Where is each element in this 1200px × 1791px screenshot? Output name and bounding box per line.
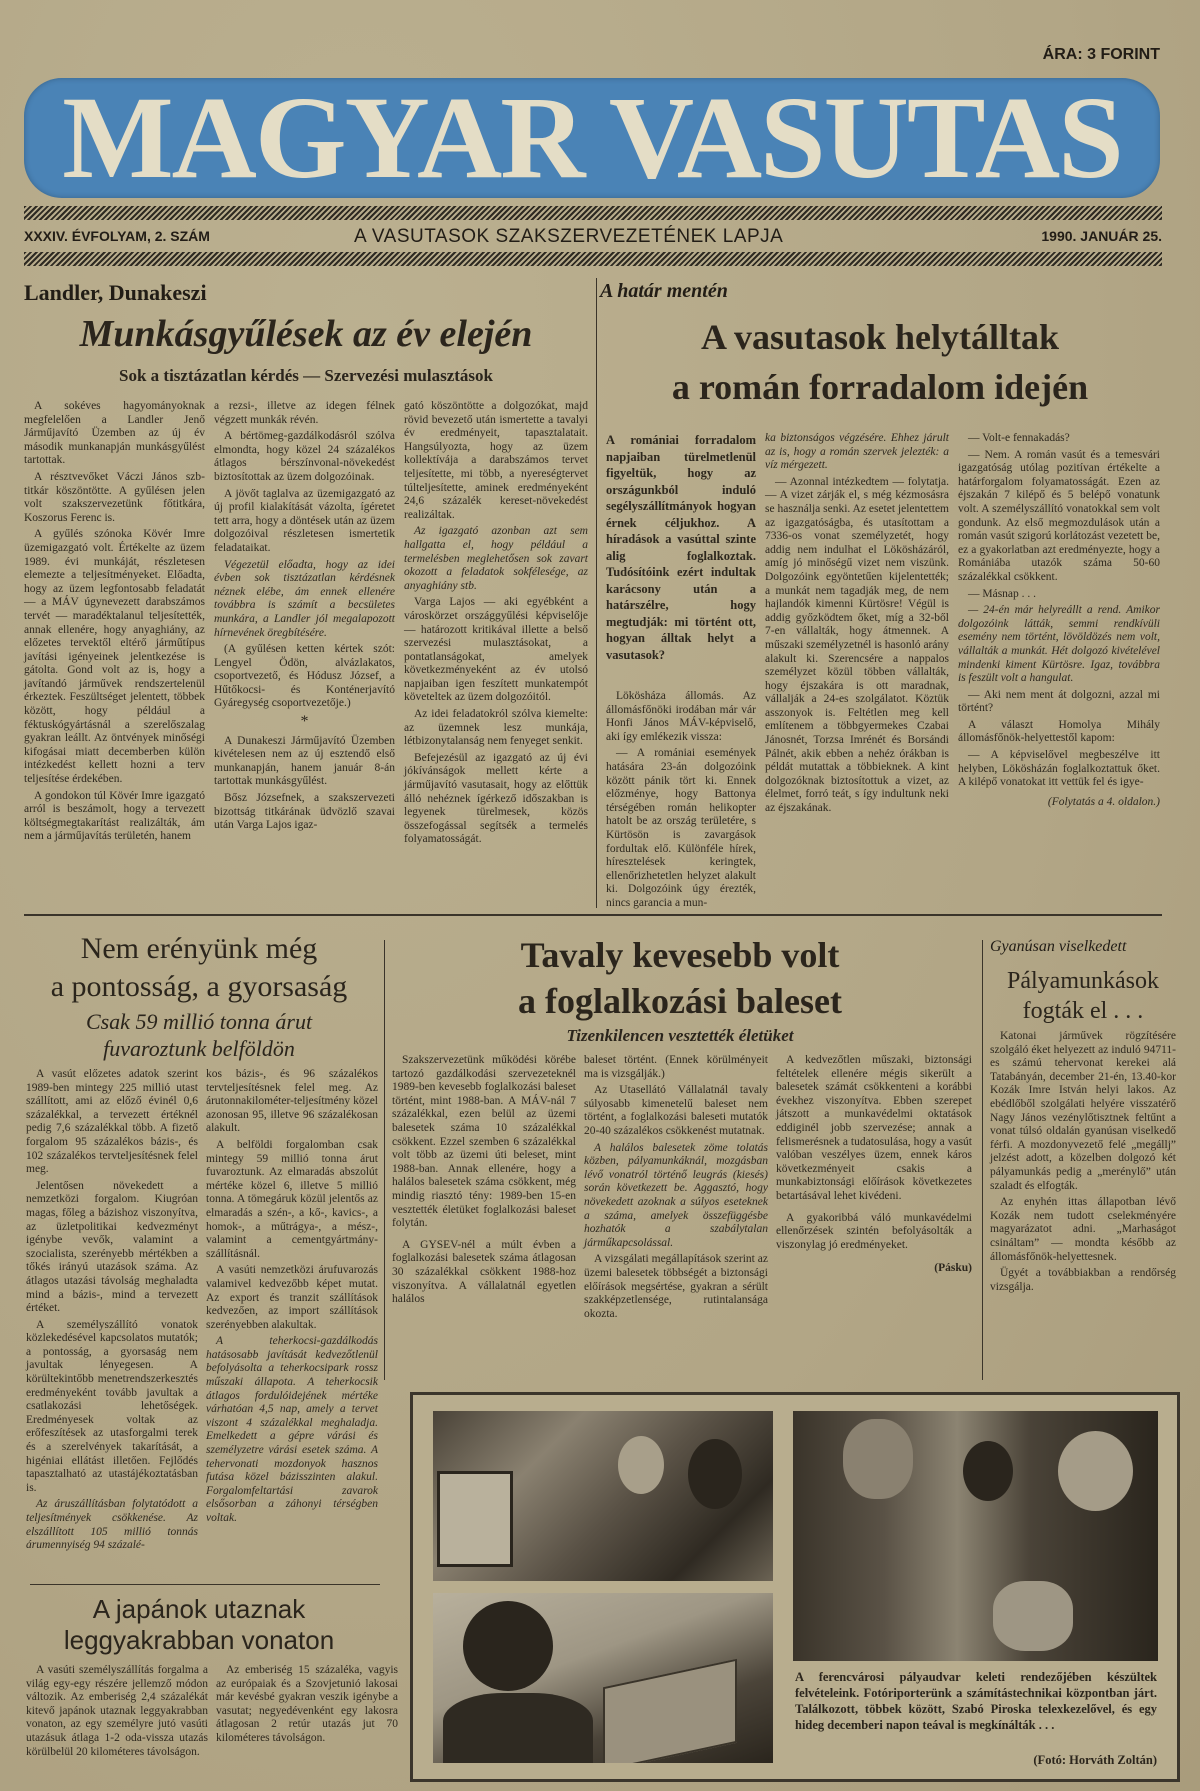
article5-kicker: Gyanúsan viselkedett xyxy=(990,938,1127,955)
paragraph: Varga Lajos — aki egyébként a városkörzet országgyűlési képviselője — határozott kritikával illette a belső szervezési mulasztásokat, a pontatlanságokat, amelyek következményeként az év utolsó napjaiban igen feszített munkatempót követeltek az üzem dolgozóitól. xyxy=(404,596,588,704)
photo-workers-tea xyxy=(793,1411,1158,1661)
paragraph: Bősz Józsefnek, a szakszervezeti bizottság titkárának üdvözlő szavai után Varga Lajos igaz- xyxy=(214,792,395,832)
paragraph: A belföldi forgalomban csak mintegy 59 millió tonna árut fuvaroztunk. Az elmaradás abszolút mértéke közel 6, illetve 5 millió tonna. A tömegáruk közül jelentős az elmaradás a szén-, a kő-, kavics-, a homok-, a műtrágya-, a mész-, valamint a cementgyártmány-szállításnál. xyxy=(206,1138,378,1260)
headline-line: Tavaly kevesebb volt xyxy=(520,935,840,975)
paragraph: A GYSEV-nél a múlt évben a foglalkozási balesetek száma átlagosan 30 százalékkal csökkent 1988-hoz viszonyítva. A vállalatnál egyetlen halálos xyxy=(392,1238,576,1306)
paragraph: — Volt-e fennakadás? xyxy=(968,432,1070,444)
paragraph: A vasúti személyszállítás forgalma a világ egy-egy részére jellemző módon változik. Az emberiség 2,4 százalékát kitevő japánok utaznak leggyakrabban vonaton, az egy személyre jutó vasúti utazásuk átlaga 1-2 oda-vissza utazás körülbelül 20 kilométeres távolságon. xyxy=(26,1664,208,1758)
newspaper-title: MAGYAR VASUTAS xyxy=(62,72,1122,203)
paragraph: Katonai járművek rögzítésére szolgáló éket helyezett az induló 94711-es számú tehervonat kerekei alá Tatabányán, december 21-én, 13.40-kor Kozák Imre István helyi lakos. Az ebédlőből szolgálati helyére visszatérő Nagy János vezénylőtisztnek feltűnt a vonat túlsó oldalán gyanúsan viselkedő férfi. A mozdonyvezető felé „megállj” jelzést adott, a közelben dolgozó két pályamunkás pedig a „merénylő” után szaladt és elfogták. xyxy=(990,1030,1176,1192)
issue-date: 1990. JANUÁR 25. xyxy=(1041,228,1162,244)
hatched-rule-bottom xyxy=(24,252,1162,266)
paragraph: — Másnap . . . xyxy=(968,587,1037,600)
paragraph: A vizsgálati megállapítások szerint az üzemi balesetek többségét a biztonsági előírások megsértése, gyakran a sérült szakképzetlensége, rutintalansága okozta. xyxy=(584,1253,768,1320)
headline-line: A japánok utaznak xyxy=(92,1594,306,1624)
paragraph: A személyszállító vonatok közlekedésével kapcsolatos mutatók; a pontosság, a gyorsaság nem javultak lényegesen. A körültekintőbb menetrendszerkesztés eredményeként tovább javultak a csatlakozási lehetőségek. Eredményesek voltak az erőfeszítések az utasforgalmi terek és a szerelvények takarítását, a higéniai ellátást illetően. Fejlődés tapasztalható az utastájékoztatásban is. xyxy=(26,1318,198,1494)
paragraph: A választ Homolya Mihály állomásfőnök-helyettestől kapom: xyxy=(958,718,1160,745)
paragraph: A Dunakeszi Járműjavító Üzemben kivételesen nem az új esztendő első munkanapján, hanem január 8-án tartottak munkásgyűlést. xyxy=(214,734,395,788)
paragraph: Lökösháza állomás. Az állomásfőnöki irodában már vár Honfi János MÁV-képviselő, aki így emlékezik vissza: xyxy=(606,690,756,743)
paragraph: Az áruszállításban folytatódott a teljesítmények csökkenése. Az elszállított 105 millió tonnás árumennyiség 94 százalé- xyxy=(26,1498,198,1552)
horizontal-rule xyxy=(30,1584,380,1585)
article4-subheadline: Tizenkilencen vesztették életüket xyxy=(566,1026,794,1045)
hatched-rule-top xyxy=(24,206,1162,220)
computer-monitor-shape xyxy=(437,1471,513,1567)
headline-line: Nem erényünk még xyxy=(80,932,318,965)
masthead-banner xyxy=(24,72,1160,203)
person-head-shape xyxy=(843,1419,913,1499)
issue-info-line xyxy=(24,226,1162,248)
paragraph: — Nem. A román vasút és a temesvári igazgatóság utólag pozitívan értékelte a határforgalom folyamatosságát. Ezen az éjszakán 7 kilépő és 5 belépő vonatunk volt. A személyszállító vonatokkal sem volt gondunk. Az első megmozdulások után a román vasút szigorú korlátozást vezetett be, ez a gyakorlatban azt eredményezte, hogy a Romániába utazók száma 50-60 százalékkal csökkent. xyxy=(958,448,1160,583)
paragraph: A kedvezőtlen műszaki, biztonsági feltételek ellenére mégis sikerült a balesetek számát csökkenteni a korábbi évekhez viszonyítva. Ebben szerepet játszott a munkavédelmi oktatások eddiginél jobb szervezése; annak a felismerésnek a tudatosulása, hogy a vasút valóban veszélyes üzem, ennek káros következményeit csakis a munkabiztonsági előírások következetes betartásával lehet kivédeni. xyxy=(776,1054,972,1202)
paragraph: A jövőt taglalva az üzemigazgató az új profil kialakítását vázolta, ígéretet tett arra, hogy a döntések után az üzem dolgozóival részletesen ismertetik feladataikat. xyxy=(214,487,395,554)
article4-column-2 xyxy=(584,1054,768,1324)
paragraph: — A romániai események hatására 23-án dolgozóink között pánik tört ki. Ennek előzménye, hogy Battonya térségében román helikopter hatolt be az ország területére, s Kürtösön is zavargások fordultak elő. Különféle hírek, híresztelések keringtek, ellenőrizhetetlen helyzet alakult ki. Dolgozóink úgy érezték, nincs garancia a mun- xyxy=(606,747,756,909)
article1-column-1 xyxy=(24,400,205,847)
headline-line: fogták el . . . xyxy=(1022,998,1144,1024)
photo-panel xyxy=(410,1392,1180,1782)
photo-telex-operator xyxy=(433,1593,773,1763)
telex-machine-shape xyxy=(603,1659,737,1763)
person-head-shape xyxy=(688,1439,742,1509)
paragraph: — Azonnal intézkedtem — folytatja. — A vizet zárják el, s még kézmosásra se használja senki. Az esetet jelentettem az igazgatóságba, és utasítottam a 7336-os vonat személyzetét, hogy addig nem indulhat el Lökösházáról, amíg jó minőségű vizet nem viszünk. Dolgozóink egyöntetűen kijelentették; a munkát nem tagadják meg, de nem hajlandók kimenni Kürtösre! Végül is addig győzködtem őket, míg a 32-ből 7-en vállalták, hogy átmennek. A műszaki személyzetnél is hasonló arány alakult ki. Szerencsére a nappalos személyzet közül többen vállalták, hogy éjszakára is ott maradnak, vállalják a 24-es szolgálatot. Köztük asszonyok is. Feltétlen meg kell említenem a többgyermekes Czabai Jánosnét, Torzsa Imrénét és Borsándi Pálnét, akik ebben a nehéz órákban is példát mutattak a többieknek. A kint dolgozóknak biztosítottuk a vizet, az élelmet, forró teát, s így indultunk neki az éjszakának. xyxy=(765,475,949,815)
photo-credit: (Fotó: Horváth Zoltán) xyxy=(1033,1753,1157,1767)
article4-column-1 xyxy=(392,1054,576,1310)
paragraph: A gyakoribbá váló munkavédelmi ellenőrzések szintén befolyásolták a viszonylag jó eredményeket. xyxy=(776,1211,972,1251)
article2-kicker: A határ mentén xyxy=(600,280,728,302)
paragraph: Az idei feladatokról szólva kiemelte: az üzemnek lesz munkája, létbizonytalanság nem fenyeget senkit. xyxy=(404,708,588,748)
article6-column-1 xyxy=(26,1664,208,1762)
paragraph: Az Utasellátó Vállalatnál tavaly súlyosabb kimenetelű baleset nem történt, a foglalkozási baleseti mutatók 20-40 százalékos csökkenést mutatnak. xyxy=(584,1084,768,1137)
article3-subheadline xyxy=(24,1008,374,1062)
article2-column-1 xyxy=(606,690,756,914)
paragraph: ka biztonságos végzésére. Ehhez járult az is, hogy a román szervek jelezték: a víz mérgezett. xyxy=(765,432,949,472)
continued-notice: (Folytatás a 4. oldalon.) xyxy=(1047,795,1160,808)
article1-column-3 xyxy=(404,400,588,850)
teapot-shape xyxy=(993,1581,1073,1651)
article2-column-3 xyxy=(958,432,1160,812)
paragraph: Végezetül előadta, hogy az idei évben sok tisztázatlan kérdésnek néznek elébe, ám ennek ellenére továbbra is számít a becsületes munkára, a Landler jól megalapozott hírnevének öregbítésére. xyxy=(214,558,395,639)
paragraph: A résztvevőket Váczi János szb-titkár köszöntötte. A gyűlésen jelen volt szakszervezetünk főtitkára, Koszorus Ferenc is. xyxy=(24,470,205,524)
article4-column-3 xyxy=(776,1054,972,1279)
paragraph: Az emberiség 15 százaléka, vagyis az európaiak és a Szovjetunió lakosai már kevésbé gyakran veszik igénybe a vasutat; negyedévenként egy lakosra átlagosan 2 retúr utazás jut 70 kilométeres távolságon. xyxy=(216,1664,398,1744)
paragraph: Jelentősen növekedett a nemzetközi forgalom. Kiugróan magas, főleg a bázishoz viszonyítva, az üzletpolitikai kedvezményt igénybe vevők, valamint a szocialista, szerényebb mértékben a tőkés irányú utazások száma. Az átlagos utazási távolság meghaladta mind a bázis-, mind a tervezett értéket. xyxy=(26,1179,198,1315)
paragraph: A teherkocsi-gazdálkodás hatásosabb javítását kedvezőtlenül befolyásolta a teherkocsipark rossz műszaki állapota. A teherkocsik átlagos fordulóidejének mértéke várhatóan 4,5 nap, amely a tervet viszont 4 százalékkal meghaladja. Emelkedett a gépre várási és személyzetre várási esetek száma. A tehervonati mozdonyok hasznos futása közel bázisszinten alakul. Forgalomfeltartási zavarok elsősorban a záhonyi térségben voltak. xyxy=(206,1335,378,1524)
article1-headline: Munkásgyűlések az év elején xyxy=(79,313,533,355)
article3-column-2 xyxy=(206,1068,378,1529)
paragraph: Az enyhén ittas állapotban lévő Kozák nem tudott cselekményére magyarázatot adni. „Marhaságot csináltam” — mondta később az állomásfőnök-helyettesnek. xyxy=(990,1196,1176,1263)
paragraph: A bértömeg-gazdálkodásról szólva elmondta, hogy közel 24 százalékos átlagos bérszínvonal-növekedést biztosítottak az üzem dolgozóinak. xyxy=(214,430,395,483)
person-head-shape xyxy=(963,1441,1013,1501)
section-divider-asterisk: * xyxy=(300,713,309,731)
paragraph: A halálos balesetek zöme tolatás közben, pályamunkáknál, mozgásban lévő vonatról történő leugrás (kiesés) során következett be. Aggasztó, hogy növekedett azoknak a súlyos eseteknek a száma, amelyek összefüggésbe hozhatók a szabálytalan járműkapcsolással. xyxy=(584,1141,768,1249)
lead-paragraph: A romániai forradalom napjaiban türelmetlenül figyeltük, hogy az országunkból induló segélyszállítmányok hogyan érnek céljukhoz. A híradások a vasúttal szinte alig foglalkoztak. Tudósítóink ezért indultak karácsony után a határszélre, hogy megtudják: mi történt ott, hogyan álltak helyt a vasutasok? xyxy=(606,433,756,662)
paragraph: A gyűlés szónoka Kövér Imre üzemigazgató volt. Értékelte az üzem 1989. évi munkáját, részletesen elemezte a teljesítményeket. Előadta, hogy az üzem legfontosabb feladatát — a MÁV úgynevezett darabszámos tervét — maradéktalanul teljesítették, annak ellenére, hogy anyaghiány, az előzetes tervektől eltérő járműtípus javítási igényeinek jelentkezése is gátolta. Gond volt az is, hogy a javítandó járművek rendszertelenül érkeztek. Feszültséget jelentett, többek között, hogy például a féktuskógyártásnál a szerelőszalag gyakran leállt. Az öntvények minőségi kifogásai miatt decemberben külön intézkedést kellett hozni a terv teljesítése érdekében. xyxy=(24,528,205,786)
article2-headline xyxy=(600,312,1160,412)
paragraph: gató köszöntötte a dolgozókat, majd rövid bevezető után ismertette a tavalyi év eredményeit, tapasztalatait. Hangsúlyozta, hogy az üzem kollektívája a darabszámos tervet teljesítette, mi több, a nyereségtervet túlteljesítette, aminek eredményeként 24,6 százalék kereset-növekedést realizáltak. xyxy=(404,400,588,521)
article1-subheadline: Sok a tisztázatlan kérdés — Szervezési mulasztások xyxy=(119,366,493,385)
paragraph: Szakszervezetünk működési körébe tartozó gazdálkodási szervezeteknél 1989-ben kevesebb foglalkozási baleset történt, mint 1988-ban. A MÁV-nál 7 százalékkal, ezen belül az üzemi balesetek száma 10 százalékkal csökkent. Ezzel szemben 6 százalékkal volt több az üzemi úti beleset, mint 1988-ban. Annak ellenére, hogy a halálos balesetek száma csökkent, még mindig riasztó tény: 1989-ben 15-en vesztették életüket foglalkozási baleset folytán. xyxy=(392,1054,576,1230)
volume-number: XXXIV. ÉVFOLYAM, 2. SZÁM xyxy=(24,228,210,244)
paragraph: — Aki nem ment át dolgozni, azzal mi történt? xyxy=(958,688,1160,715)
paragraph: A vasút előzetes adatok szerint 1989-ben mintegy 225 millió utast szállított, ami az előző évinél 0,6 százalékkal, a tervezett értéknél pedig 7,6 százalékkal több. A fizető forgalom 95 százalékos bázis-, és 102 százalékos tervteljesítésnek felel meg. xyxy=(26,1068,198,1176)
photo-caption: A ferencvárosi pályaudvar keleti rendezőjében készültek felvételeink. Fotóriporterünk a számítástechnikai központban járt. Találkozott, többek között, Szabó Piroska telexkezelővel, és egy hideg decemberi napon teával is megkínálták . . . xyxy=(795,1670,1157,1732)
paragraph: — 24-én már helyreállt a rend. Amikor dolgozóink látták, semmi rendkívüli esemény nem történt, lövöldözés nem volt, vállalták a munkát. Hét dolgozó kivételével mindenki kiment Kürtösre. Igaz, továbbra is feszült volt a hangulat. xyxy=(958,604,1160,685)
paragraph: a rezsi-, illetve az idegen félnek végzett munkák révén. xyxy=(214,400,395,426)
subheadline-line: Csak 59 millió tonna árut xyxy=(85,1009,313,1034)
headline-line: leggyakrabban vonaton xyxy=(63,1625,335,1655)
photo-computer-operators xyxy=(433,1411,773,1581)
newspaper-subtitle: A VASUTASOK SZAKSZERVEZETÉNEK LAPJA xyxy=(354,226,784,247)
headline-line: a román forradalom idején xyxy=(671,367,1089,407)
person-hair-shape xyxy=(463,1601,553,1691)
subheadline-line: fuvaroztunk belföldön xyxy=(103,1036,295,1061)
article1-column-2 xyxy=(214,400,395,836)
person-body-shape xyxy=(443,1693,593,1763)
article6-headline xyxy=(24,1594,374,1656)
paragraph: A vasúti nemzetközi árufuvarozás valamivel kedvezőbb képet mutat. Az export és tranzit szállítások kedvezően, az import szállítások szerényebben alakultak. xyxy=(206,1264,378,1331)
paragraph: A gondokon túl Kövér Imre igazgató arról is beszámolt, hogy a tervezett költségmegtakarítást realizálták, ám nem a járműjavítás területén, hanem xyxy=(24,789,205,843)
article5-headline xyxy=(990,966,1176,1026)
article4-headline xyxy=(390,932,970,1024)
headline-line: Pályamunkások xyxy=(1007,968,1159,994)
article3-headline xyxy=(24,930,374,1006)
paragraph: Befejezésül az igazgató az új évi jókívánságok mellett kérte a járműjavító vasutasait, hogy az előttük álló nehéznek ígérkező időszakban is legyenek türelmesek, közös összefogással segítsék a termelés folyamatosságát. xyxy=(404,751,588,846)
price-label: ÁRA: 3 FORINT xyxy=(1042,46,1160,63)
paragraph: baleset történt. (Ennek körülményeit ma is vizsgálják.) xyxy=(584,1054,768,1080)
headline-line: a pontosság, a gyorsaság xyxy=(50,970,348,1003)
article2-lead xyxy=(606,432,756,666)
column-divider xyxy=(596,278,597,908)
paragraph: A sokéves hagyományoknak megfelelően a Landler Jenő Járműjavító Üzemben az új év második munkanapján munkásgyűlést tartottak. xyxy=(24,400,205,467)
article3-column-1 xyxy=(26,1068,198,1556)
paragraph: kos bázis-, és 96 százalékos tervteljesítésnek felel meg. Az árutonnakilométer-teljesítmény közel azonosan 95, illetve 96 százalékosan alakult. xyxy=(206,1068,378,1135)
article2-column-2 xyxy=(765,432,949,819)
column-divider xyxy=(384,940,385,1380)
article1-kicker: Landler, Dunakeszi xyxy=(24,280,207,305)
headline-line: A vasutasok helytálltak xyxy=(700,317,1060,357)
author-byline: (Pásku) xyxy=(934,1262,972,1275)
person-head-shape xyxy=(618,1436,664,1494)
headline-line: a foglalkozási baleset xyxy=(518,981,842,1021)
article5-body xyxy=(990,1030,1176,1297)
article6-column-2 xyxy=(216,1664,398,1749)
horizontal-rule xyxy=(24,914,1162,916)
paragraph: (A gyűlésen ketten kértek szót: Lengyel Ödön, alvázlakatos, csoportvezető, és Hódusz József, a Hűtőkocsi- és Konténerjavító Gyáregység csoportvezetője.) xyxy=(214,643,395,710)
column-divider xyxy=(982,940,983,1380)
paragraph: Az igazgató azonban azt sem hallgatta el, hogy például a termelésben meglehetősen sok zavart okozott a feladatok sokfélesége, az anyaghiány stb. xyxy=(404,525,588,592)
person-head-shape xyxy=(1058,1431,1133,1511)
paragraph: Ügyét a továbbiakban a rendőrség vizsgálja. xyxy=(990,1267,1176,1293)
paragraph: — A képviselővel megbeszélve itt helyben, Lökösházán foglalkoztattuk őket. A kilépő vonatokat itt vettük fel és igye- xyxy=(958,749,1160,789)
